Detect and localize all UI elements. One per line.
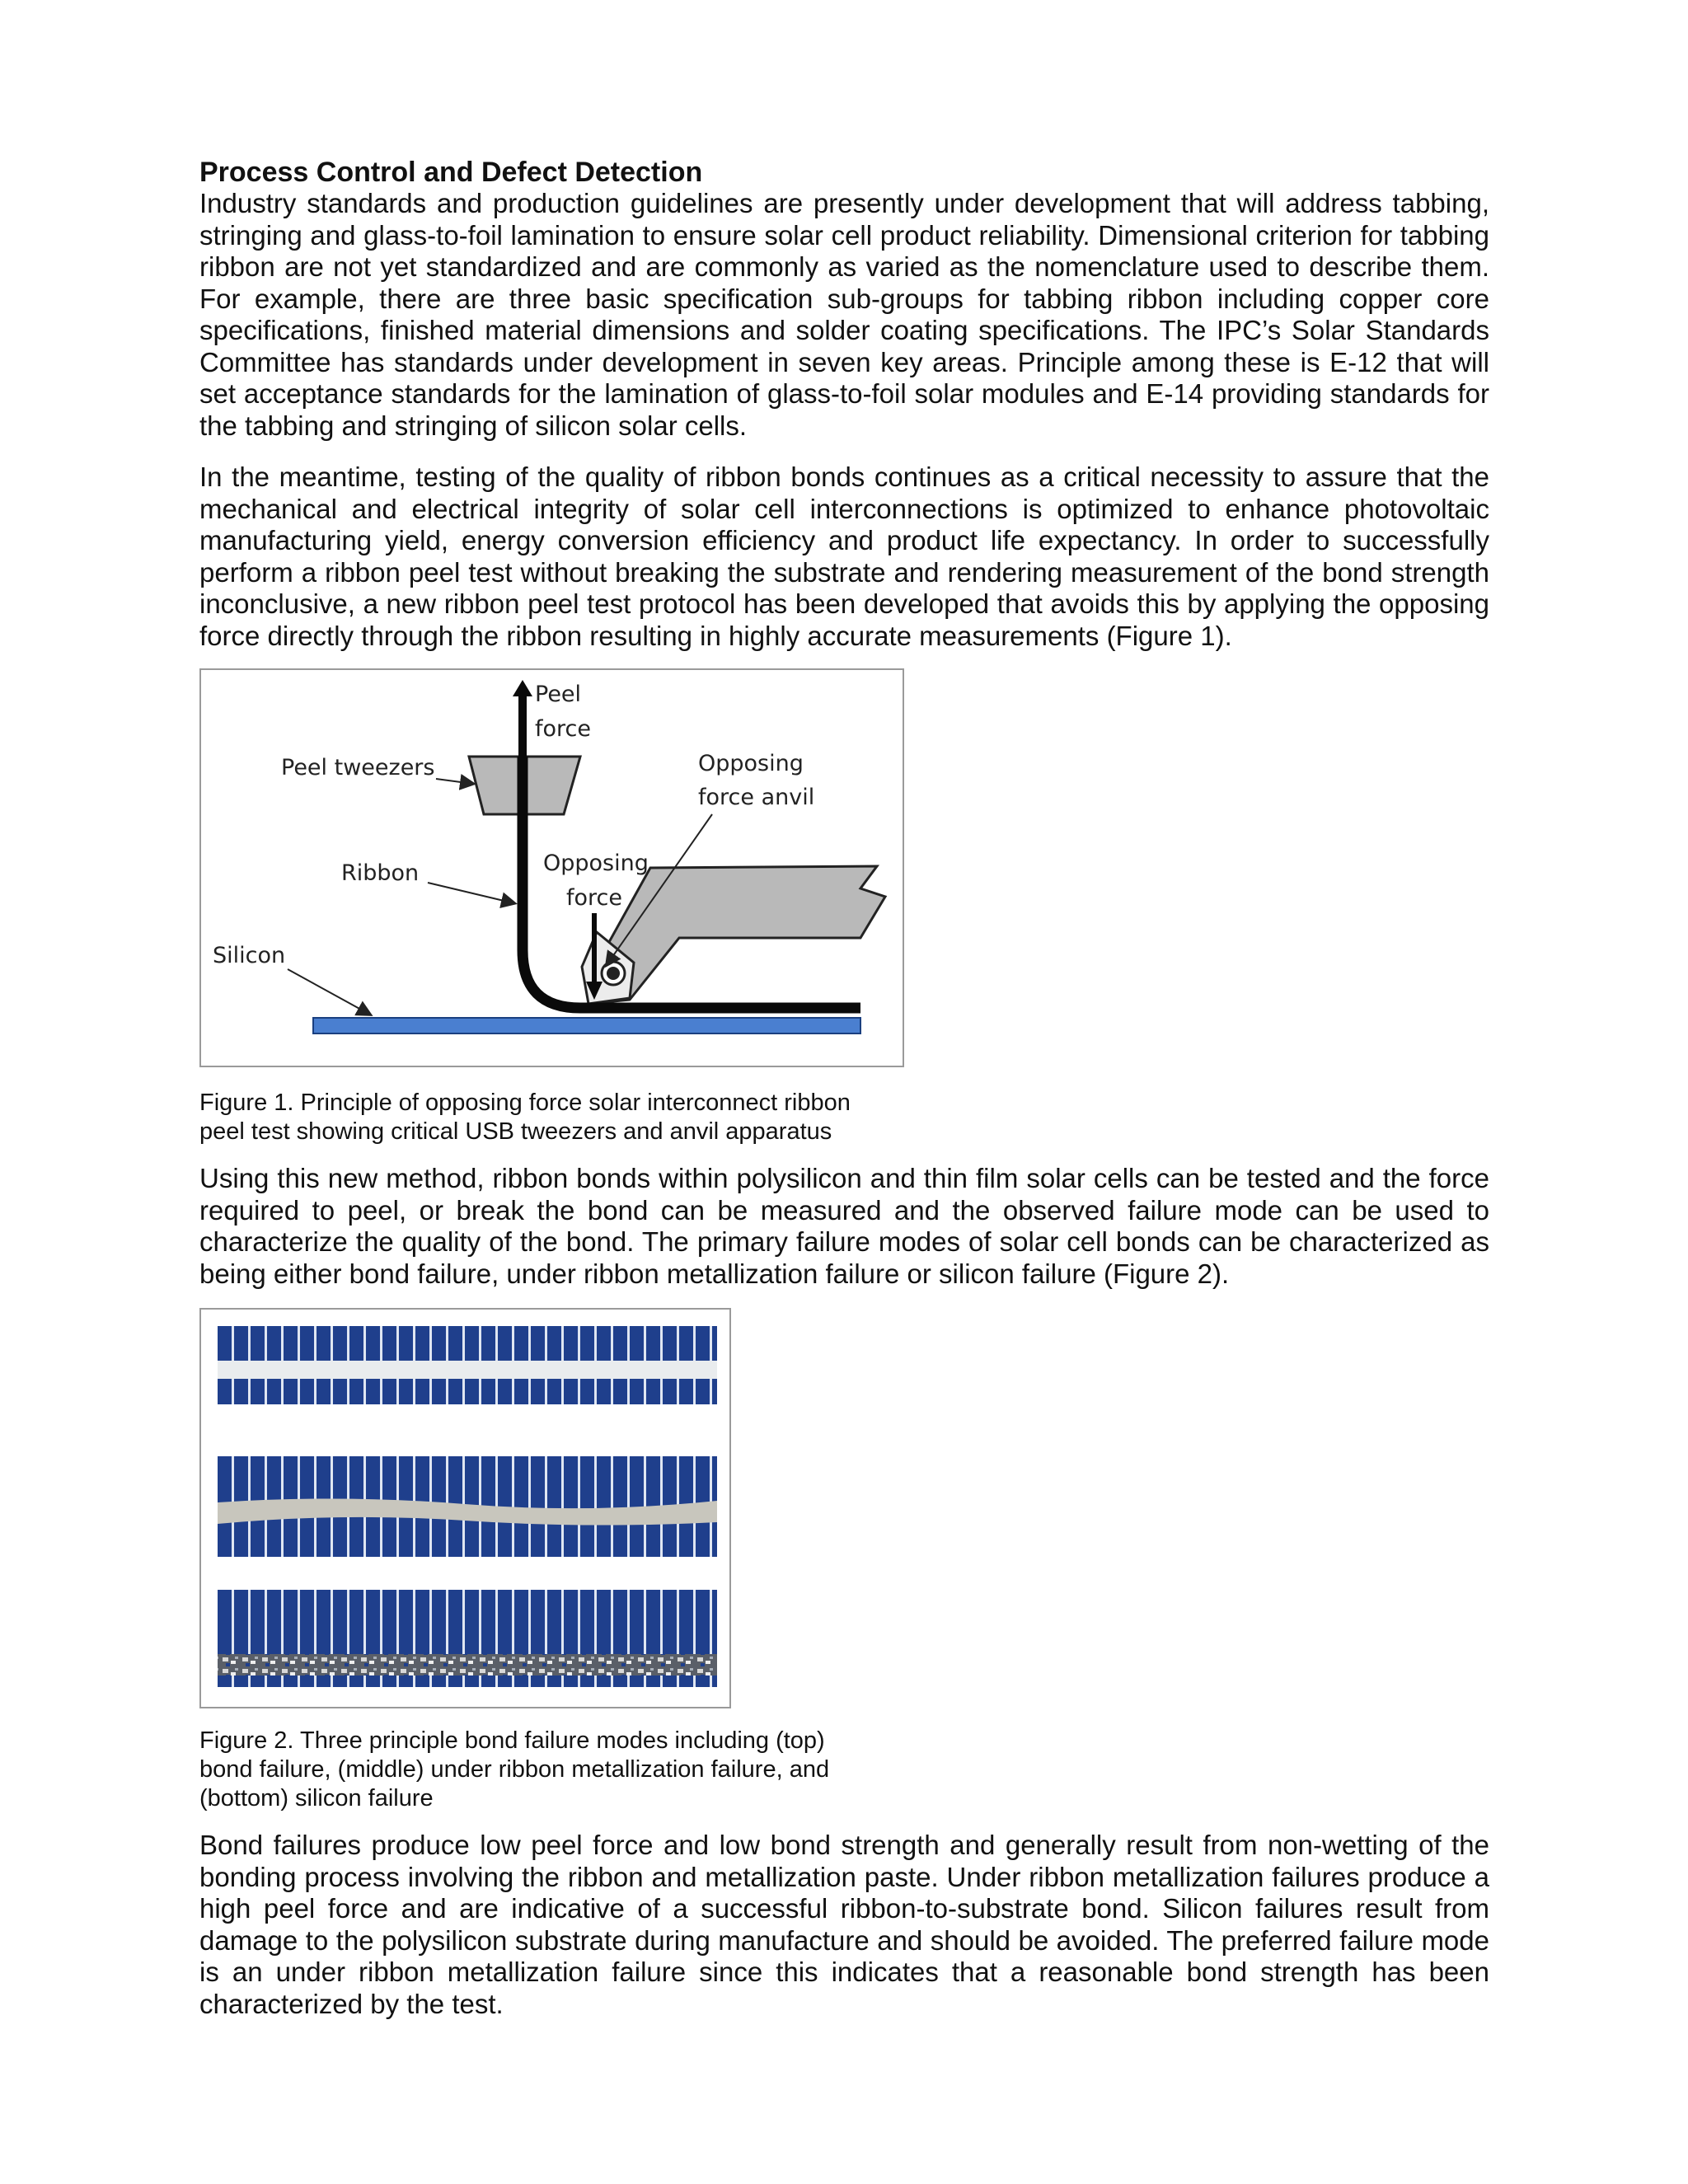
peel-force-arrowhead (513, 680, 532, 696)
paragraph-failure-modes: Bond failures produce low peel force and low bond strength and generally result from non-wetting of the bonding process involving the ribbon and metallization paste. Under ribbon metallization failures produce a high peel force and are indicative of a successful ribbon-to-substrate bond. Silicon failures result from damage to the polysilicon substrate during manufacture and should be avoided. The preferred failure mode is an under ribbon metallization failure since this indicates that a reasonable bond strength has been characterized by the test. (199, 1830, 1489, 2019)
section-heading: Process Control and Defect Detection (199, 157, 703, 188)
label-opposing-2: force (566, 885, 622, 911)
paragraph-new-method: Using this new method, ribbon bonds within polysilicon and thin film solar cells can be tested and the force required to peel, or break the bond can be measured and the observed failure mode can be used to characterize the quality of the bond. The primary failure modes of solar cell bonds can be characterized as being either bond failure, under ribbon metallization failure or silicon failure (Figure 2). (199, 1163, 1489, 1289)
paragraph-peel-test: In the meantime, testing of the quality of ribbon bonds continues as a critical necessity to assure that the mechanical and electrical integrity of solar cell interconnections is optimized to enhance photovoltaic manufacturing yield, energy conversion efficiency and product life expectancy. In order to successfully perform a ribbon peel test without breaking the substrate and rendering measurement of the bond strength inconclusive, a new ribbon peel test protocol has been developed that avoids this by applying the opposing force directly through the ribbon resulting in highly accurate measurements (Figure 1). (199, 462, 1489, 651)
figure-2-caption-line-1: Figure 2. Three principle bond failure modes including (top) (199, 1727, 825, 1754)
figure-1-diagram (199, 668, 904, 1067)
figure-2-caption (199, 1727, 908, 1813)
label-peel: Peel (535, 682, 582, 707)
label-opposing-1: Opposing (543, 851, 649, 876)
failure-modes-photo (201, 1310, 729, 1707)
silicon-failure-sample (218, 1590, 717, 1687)
figure-2-photo (199, 1308, 731, 1708)
metallization-failure-sample (218, 1456, 717, 1557)
bond-failure-sample (218, 1326, 717, 1404)
label-peel-tweezers: Peel tweezers (281, 755, 435, 780)
document-page (199, 157, 1489, 2020)
label-silicon: Silicon (213, 943, 286, 968)
figure-1-caption-line-1: Figure 1. Principle of opposing force solar interconnect ribbon (199, 1090, 851, 1116)
figure-1-caption-line-2: peel test showing critical USB tweezers and anvil apparatus (199, 1118, 832, 1145)
silicon-damage-strip (218, 1654, 717, 1675)
figure-1-caption (199, 1089, 908, 1146)
opposing-force-anvil (588, 866, 885, 1004)
figure-2-caption-line-2: bond failure, (middle) under ribbon metallization failure, and (199, 1756, 830, 1783)
peel-test-diagram (201, 670, 903, 1066)
leader-tweezers (436, 779, 473, 784)
label-anvil-2: force anvil (698, 785, 815, 810)
silicon-substrate (313, 1018, 860, 1033)
anvil-pivot-center (607, 967, 620, 980)
figure-2-caption-line-3: (bottom) silicon failure (199, 1785, 434, 1811)
label-anvil-1: Opposing (698, 751, 804, 776)
leader-silicon (288, 969, 370, 1015)
label-ribbon: Ribbon (341, 860, 420, 886)
paragraph-standards: Industry standards and production guidelines are presently under development that will address tabbing, stringing and glass-to-foil lamination to ensure solar cell product reliability. Dimensional criterion for tabbing ribbon are not yet standardized and are commonly as varied as the nomenclature used to describe them. For example, there are three basic specification sub-groups for tabbing ribbon including copper core specifications, finished material dimensions and solder coating specifications. The IPC’s Solar Standards Committee has standards under development in seven key areas. Principle among these is E-12 that will set acceptance standards for the lamination of glass-to-foil solar modules and E-14 providing standards for the tabbing and stringing of silicon solar cells. (199, 188, 1489, 441)
bond-failure-strip (218, 1361, 717, 1379)
leader-ribbon (428, 883, 514, 903)
label-peel-force: force (535, 716, 591, 742)
